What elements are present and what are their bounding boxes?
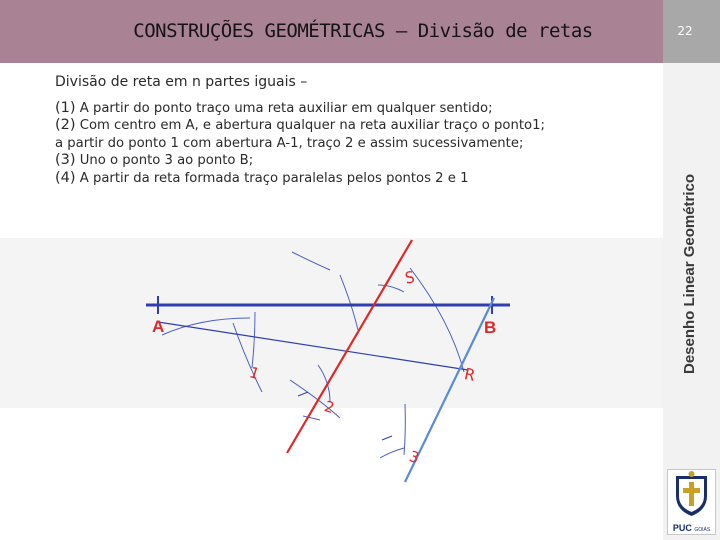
- page-title: CONSTRUÇÕES GEOMÉTRICAS – Divisão de retas: [133, 20, 593, 42]
- step-text: A partir do ponto traço uma reta auxiliar em qualquer sentido;: [75, 100, 493, 116]
- label-point-3: 3: [407, 447, 422, 468]
- arc: [340, 275, 358, 330]
- label-point-1: 1: [247, 363, 262, 384]
- label-b: B: [484, 318, 497, 337]
- step-text: A partir da reta formada traço paralelas pelos pontos 2 e 1: [75, 170, 469, 186]
- arc: [380, 448, 404, 458]
- arc: [292, 252, 330, 270]
- label-a: A: [152, 317, 165, 336]
- label-point-2: 2: [322, 397, 337, 418]
- arc: [404, 404, 405, 455]
- logo-subtitle: GOIÁS: [694, 527, 711, 533]
- step-text: Com centro em A, e abertura qualquer na reta auxiliar traço o ponto1; a partir do ponto 1 com abertura A-1, traço 2 e assim sucessivamente;: [55, 118, 545, 151]
- logo-name: PUC: [672, 523, 692, 533]
- step-number: (2): [55, 117, 76, 133]
- auxiliary-line: [158, 322, 468, 370]
- label-s: S: [403, 267, 417, 288]
- tick-mark: [298, 392, 308, 396]
- arc: [233, 323, 262, 392]
- label-r: R: [463, 364, 477, 385]
- shield-icon: [668, 470, 715, 518]
- university-logo: [667, 469, 716, 535]
- step-number: (4): [55, 169, 76, 186]
- step-number: (3): [55, 152, 76, 168]
- logo-text: [668, 523, 715, 533]
- red-parallel-line: [287, 240, 412, 453]
- arc: [252, 312, 255, 368]
- step-number: (1): [55, 99, 76, 116]
- vertical-course-label: Desenho Linear Geométrico: [681, 173, 698, 374]
- tick-mark: [382, 436, 392, 440]
- step-text: Uno o ponto 3 ao ponto B;: [75, 153, 254, 168]
- arc: [410, 268, 464, 372]
- section-heading: Divisão de reta em n partes iguais –: [55, 74, 308, 90]
- page-number: 22: [677, 24, 693, 38]
